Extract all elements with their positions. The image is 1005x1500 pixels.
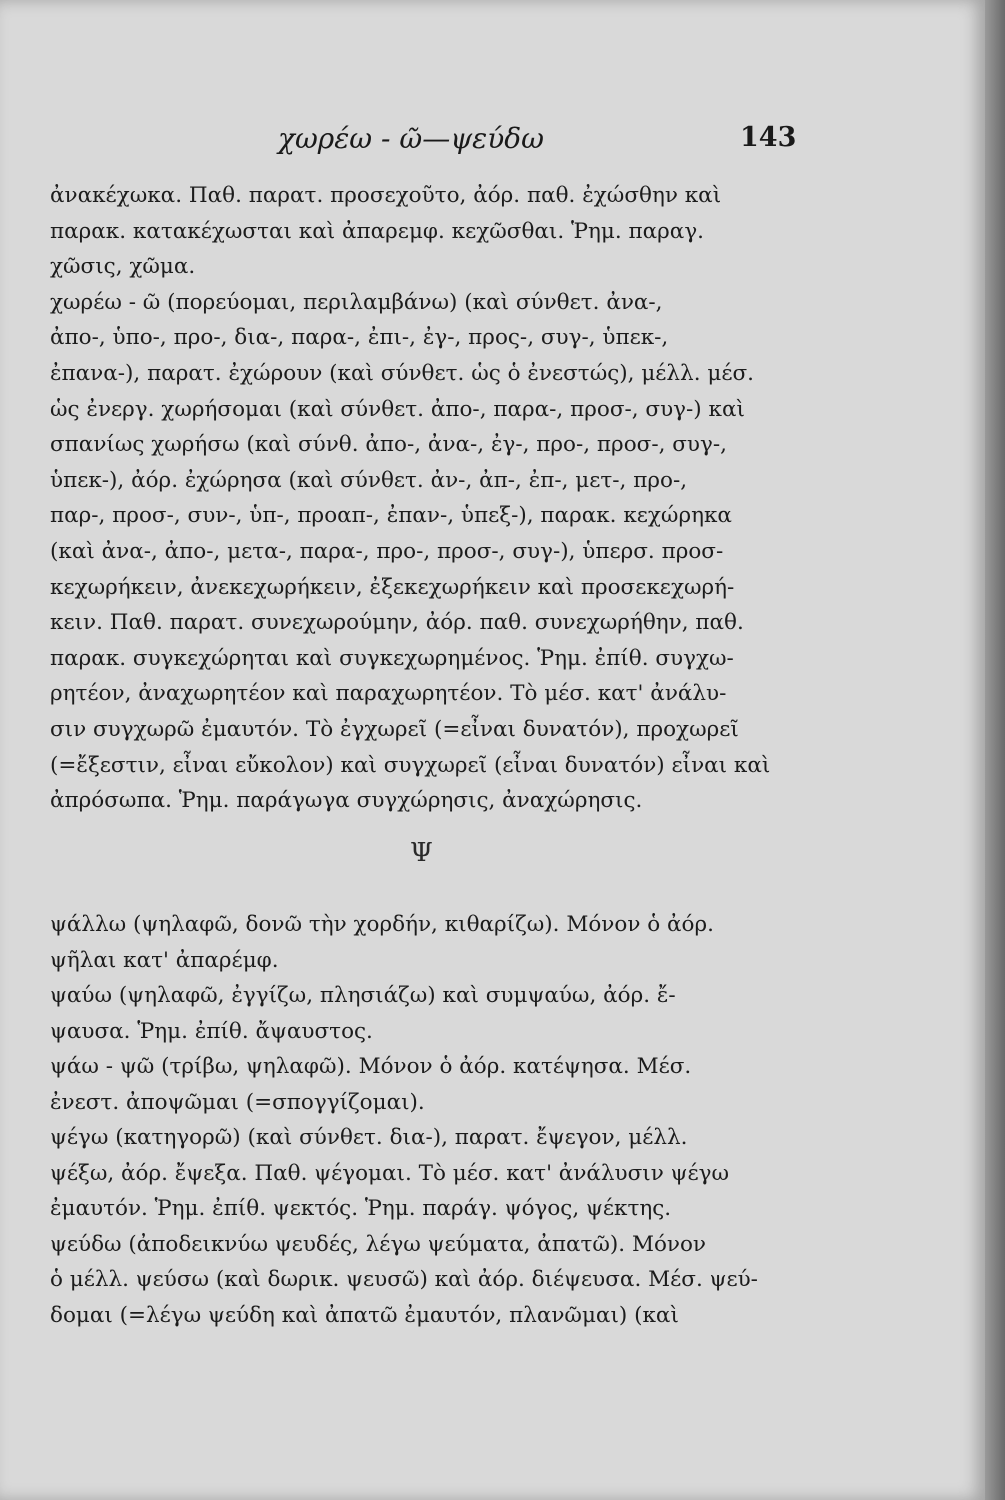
text-line: σπανίως χωρήσω (καὶ σύνθ. ἀπο-, ἀνα-, ἐγ-, προ-, προσ-, συγ-, [50,432,727,458]
text-line: ρητέον, ἀναχωρητέον καὶ παραχωρητέον. Τὸ μέσ. κατ' ἀνάλυ- [50,681,727,707]
text-line: ἐμαυτόν. Ῥημ. ἐπίθ. ψεκτός. Ῥημ. παράγ. ψόγος, ψέκτης. [50,1196,672,1221]
text-line: κεχωρήκειν, ἀνεκεχωρήκειν, ἐξεκεχωρήκειν καὶ προσεκεχωρή- [50,574,735,600]
text-line: χωρέω - ῶ (πορεύομαι, περιλαμβάνω) (καὶ σύνθετ. ἀνα-, [50,289,663,315]
text-line: ἀπο-, ὑπο-, προ-, δια-, παρα-, ἐπι-, ἐγ-, προς-, συγ-, ὑπεκ-, [50,325,669,351]
entry-block-chi [50,178,790,819]
text-line: ψεύδω (ἀποδεικνύω ψευδές, λέγω ψεύματα, ἀπατῶ). Μόνον [50,1231,706,1257]
entry-block-psi [50,907,790,1333]
text-line: ψέξω, ἀόρ. ἔψεξα. Παθ. ψέγομαι. Τὸ μέσ. κατ' ἀνάλυσιν ψέγω [50,1160,730,1186]
text-line: ψάλλω (ψηλαφῶ, δονῶ τὴν χορδήν, κιθαρίζω). Μόνον ὁ ἀόρ. [50,912,714,937]
text-line: ψαυσα. Ῥημ. ἐπίθ. ἄψαυστος. [50,1018,373,1044]
text-line: κειν. Παθ. παρατ. συνεχωρούμην, ἀόρ. παθ. συνεχωρήθην, παθ. [50,610,744,636]
text-line: (καὶ ἀνα-, ἀπο-, μετα-, παρα-, προ-, προσ-, συγ-), ὑπερσ. προσ- [50,538,724,564]
text-line: (=ἔξεστιν, εἶναι εὔκολον) καὶ συγχωρεῖ (εἶναι δυνατόν) εἶναι καὶ [50,752,771,778]
text-line: ὡς ἐνεργ. χωρήσομαι (καὶ σύνθετ. ἀπο-, παρα-, προσ-, συγ-) καὶ [50,396,745,422]
text-line: ψῆλαι κατ' ἀπαρέμφ. [50,947,279,973]
text-line: παρακ. συγκεχώρηται καὶ συγκεχωρημένος. Ῥημ. ἐπίθ. συγχω- [50,645,734,671]
section-letter-ornament: Ψ [410,838,433,868]
page-header [0,122,985,162]
text-line: ὑπεκ-), ἀόρ. ἐχώρησα (καὶ σύνθετ. ἀν-, ἀπ-, ἐπ-, μετ-, προ-, [50,467,688,493]
text-line: ὁ μέλλ. ψεύσω (καὶ δωρικ. ψευσῶ) καὶ ἀόρ. διέψευσα. Μέσ. ψεύ- [50,1267,758,1292]
text-line: παρ-, προσ-, συν-, ὑπ-, προαπ-, ἐπαν-, ὑπεξ-), παρακ. κεχώρηκα [50,503,732,529]
text-line: δομαι (=λέγω ψεύδη καὶ ἀπατῶ ἐμαυτόν, πλανῶμαι) (καὶ [50,1302,679,1328]
text-line: παρακ. κατακέχωσται καὶ ἀπαρεμφ. κεχῶσθαι. Ῥημ. παραγ. [50,218,705,244]
page-edge-shadow [985,0,1005,1500]
text-line: ἐπανα-), παρατ. ἐχώρουν (καὶ σύνθετ. ὡς ὁ ἐνεστώς), μέλλ. μέσ. [50,360,754,386]
text-line: ἐνεστ. ἀποψῶμαι (=σπογγίζομαι). [50,1089,425,1115]
text-line: ἀνακέχωκα. Παθ. παρατ. προσεχοῦτο, ἀόρ. παθ. ἐχώσθην καὶ [50,183,722,208]
running-head: χωρέω - ῶ—ψεύδω [278,122,544,155]
text-line: σιν συγχωρῶ ἐμαυτόν. Τὸ ἐγχωρεῖ (=εἶναι δυνατόν), προχωρεῖ [50,716,739,742]
text-line: ψαύω (ψηλαφῶ, ἐγγίζω, πλησιάζω) καὶ συμψαύω, ἀόρ. ἔ- [50,983,676,1008]
text-line: ψέγω (κατηγορῶ) (καὶ σύνθετ. δια-), παρατ. ἔψεγον, μέλλ. [50,1125,688,1150]
page-number: 143 [740,122,797,153]
text-line: ἀπρόσωπα. Ῥημ. παράγωγα συγχώρησις, ἀναχώρησις. [50,788,643,814]
text-line: ψάω - ψῶ (τρίβω, ψηλαφῶ). Μόνον ὁ ἀόρ. κατέψησα. Μέσ. [50,1054,692,1079]
text-line: χῶσις, χῶμα. [50,254,196,280]
